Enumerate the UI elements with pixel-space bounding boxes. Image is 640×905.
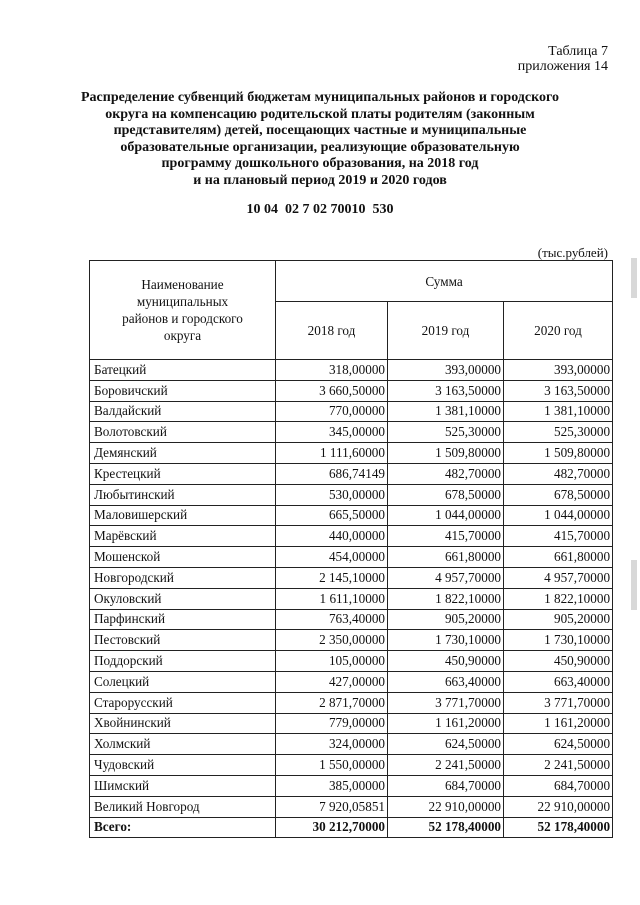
sum-2019-cell: 1 161,20000 (388, 713, 504, 734)
sum-2018-cell: 440,00000 (276, 526, 388, 547)
district-name-cell: Новгородский (90, 567, 276, 588)
sum-2018-cell: 2 145,10000 (276, 567, 388, 588)
sum-2019-cell: 1 730,10000 (388, 630, 504, 651)
district-name-cell: Солецкий (90, 671, 276, 692)
district-name-cell: Любытинский (90, 484, 276, 505)
sum-2019-cell: 624,50000 (388, 734, 504, 755)
subvention-table (89, 260, 613, 838)
table-number-label: Таблица 7 (548, 44, 608, 59)
table-row (90, 692, 613, 713)
sum-2018-cell: 1 111,60000 (276, 443, 388, 464)
sum-2018-cell: 665,50000 (276, 505, 388, 526)
sum-2018-cell: 318,00000 (276, 360, 388, 381)
table-row (90, 588, 613, 609)
sum-2018-cell: 30 212,70000 (276, 817, 388, 838)
sum-2018-cell: 385,00000 (276, 775, 388, 796)
district-name-cell: Хвойнинский (90, 713, 276, 734)
table-row (90, 505, 613, 526)
district-name-cell: Пестовский (90, 630, 276, 651)
sum-2019-cell: 684,70000 (388, 775, 504, 796)
margin-scan-mark (631, 258, 637, 298)
sum-2020-cell: 3 163,50000 (504, 380, 613, 401)
table-row (90, 734, 613, 755)
table-row (90, 380, 613, 401)
sum-2019-cell: 22 910,00000 (388, 796, 504, 817)
sum-2020-cell: 1 381,10000 (504, 401, 613, 422)
district-name-cell: Всего: (90, 817, 276, 838)
table-row (90, 443, 613, 464)
sum-2018-cell: 7 920,05851 (276, 796, 388, 817)
sum-2018-cell: 427,00000 (276, 671, 388, 692)
table-row (90, 484, 613, 505)
district-name-cell: Демянский (90, 443, 276, 464)
district-name-cell: Крестецкий (90, 463, 276, 484)
sum-2020-cell: 482,70000 (504, 463, 613, 484)
table-row (90, 671, 613, 692)
sum-2020-cell: 1 509,80000 (504, 443, 613, 464)
district-name-cell: Волотовский (90, 422, 276, 443)
sum-2019-cell: 525,30000 (388, 422, 504, 443)
sum-2020-cell: 2 241,50000 (504, 755, 613, 776)
sum-2020-cell: 3 771,70000 (504, 692, 613, 713)
sum-2018-cell: 324,00000 (276, 734, 388, 755)
sum-2018-cell: 1 550,00000 (276, 755, 388, 776)
appendix-reference (518, 44, 608, 74)
sum-2020-cell: 684,70000 (504, 775, 613, 796)
table-row (90, 609, 613, 630)
sum-2019-cell: 3 163,50000 (388, 380, 504, 401)
table-row (90, 755, 613, 776)
sum-2020-cell: 450,90000 (504, 651, 613, 672)
sum-2020-cell: 4 957,70000 (504, 567, 613, 588)
sum-2019-cell: 663,40000 (388, 671, 504, 692)
district-name-cell: Окуловский (90, 588, 276, 609)
title-line: образовательные организации, реализующие образовательную (120, 139, 520, 155)
sum-2019-cell: 678,50000 (388, 484, 504, 505)
district-name-cell: Поддорский (90, 651, 276, 672)
sum-2020-cell: 624,50000 (504, 734, 613, 755)
district-name-cell: Чудовский (90, 755, 276, 776)
sum-2020-cell: 661,80000 (504, 547, 613, 568)
sum-2019-cell: 2 241,50000 (388, 755, 504, 776)
sum-2018-cell: 2 871,70000 (276, 692, 388, 713)
units-label: (тыс.рублей) (537, 245, 608, 260)
sum-2020-cell: 22 910,00000 (504, 796, 613, 817)
table-row (90, 630, 613, 651)
table-row (90, 547, 613, 568)
sum-2019-cell: 1 044,00000 (388, 505, 504, 526)
sum-2018-cell: 763,40000 (276, 609, 388, 630)
table-row (90, 775, 613, 796)
sum-2019-cell: 1 822,10000 (388, 588, 504, 609)
sum-2020-cell: 393,00000 (504, 360, 613, 381)
sum-2019-cell: 1 381,10000 (388, 401, 504, 422)
sum-2019-cell: 661,80000 (388, 547, 504, 568)
sum-2020-cell: 678,50000 (504, 484, 613, 505)
sum-2018-cell: 686,74149 (276, 463, 388, 484)
sum-2019-cell: 482,70000 (388, 463, 504, 484)
sum-2020-cell: 1 044,00000 (504, 505, 613, 526)
budget-classification-code: 10 04 02 7 02 70010 530 (246, 202, 394, 217)
table-row (90, 567, 613, 588)
sum-2018-cell: 2 350,00000 (276, 630, 388, 651)
document-title (60, 90, 580, 189)
table-row (90, 713, 613, 734)
column-header-name: Наименование муниципальных районов и городского округа (90, 261, 276, 360)
title-line: представителям) детей, посещающих частные и муниципальные (113, 123, 527, 138)
sum-2018-cell: 105,00000 (276, 651, 388, 672)
table-row (90, 463, 613, 484)
title-line: Распределение субвенций бюджетам муниципальных районов и городского (80, 90, 559, 105)
appendix-number-label: приложения 14 (517, 59, 608, 74)
title-line: программу дошкольного образования, на 2018 год (161, 156, 479, 171)
district-name-cell: Валдайский (90, 401, 276, 422)
table-row (90, 526, 613, 547)
sum-2020-cell: 1 730,10000 (504, 630, 613, 651)
sum-2019-cell: 3 771,70000 (388, 692, 504, 713)
total-row (90, 817, 613, 838)
sum-2020-cell: 905,20000 (504, 609, 613, 630)
sum-2018-cell: 530,00000 (276, 484, 388, 505)
district-name-cell: Марёвский (90, 526, 276, 547)
sum-2020-cell: 525,30000 (504, 422, 613, 443)
district-name-cell: Батецкий (90, 360, 276, 381)
sum-2019-cell: 4 957,70000 (388, 567, 504, 588)
column-header-sum: Сумма (276, 261, 613, 302)
column-header-2018: 2018 год (276, 302, 388, 360)
table-body (90, 360, 613, 838)
sum-2018-cell: 3 660,50000 (276, 380, 388, 401)
table-row (90, 422, 613, 443)
district-name-cell: Старорусский (90, 692, 276, 713)
sum-2019-cell: 415,70000 (388, 526, 504, 547)
title-line: и на плановый период 2019 и 2020 годов (193, 172, 447, 188)
sum-2019-cell: 450,90000 (388, 651, 504, 672)
sum-2018-cell: 454,00000 (276, 547, 388, 568)
sum-2018-cell: 1 611,10000 (276, 588, 388, 609)
district-name-cell: Великий Новгород (90, 796, 276, 817)
margin-scan-mark (631, 560, 637, 610)
district-name-cell: Мошенской (90, 547, 276, 568)
district-name-cell: Парфинский (90, 609, 276, 630)
sum-2019-cell: 1 509,80000 (388, 443, 504, 464)
table-row (90, 651, 613, 672)
sum-2020-cell: 1 822,10000 (504, 588, 613, 609)
sum-2020-cell: 52 178,40000 (504, 817, 613, 838)
column-header-2019: 2019 год (388, 302, 504, 360)
district-name-cell: Маловишерский (90, 505, 276, 526)
sum-2018-cell: 779,00000 (276, 713, 388, 734)
district-name-cell: Шимский (90, 775, 276, 796)
district-name-cell: Холмский (90, 734, 276, 755)
table-row (90, 360, 613, 381)
title-line: округа на компенсацию родительской платы родителям (законным (105, 106, 535, 122)
district-name-cell: Боровичский (90, 380, 276, 401)
sum-2020-cell: 415,70000 (504, 526, 613, 547)
sum-2018-cell: 345,00000 (276, 422, 388, 443)
sum-2019-cell: 52 178,40000 (388, 817, 504, 838)
sum-2019-cell: 905,20000 (388, 609, 504, 630)
sum-2020-cell: 1 161,20000 (504, 713, 613, 734)
table-row (90, 401, 613, 422)
sum-2020-cell: 663,40000 (504, 671, 613, 692)
sum-2019-cell: 393,00000 (388, 360, 504, 381)
table-row (90, 796, 613, 817)
sum-2018-cell: 770,00000 (276, 401, 388, 422)
column-header-2020: 2020 год (504, 302, 613, 360)
